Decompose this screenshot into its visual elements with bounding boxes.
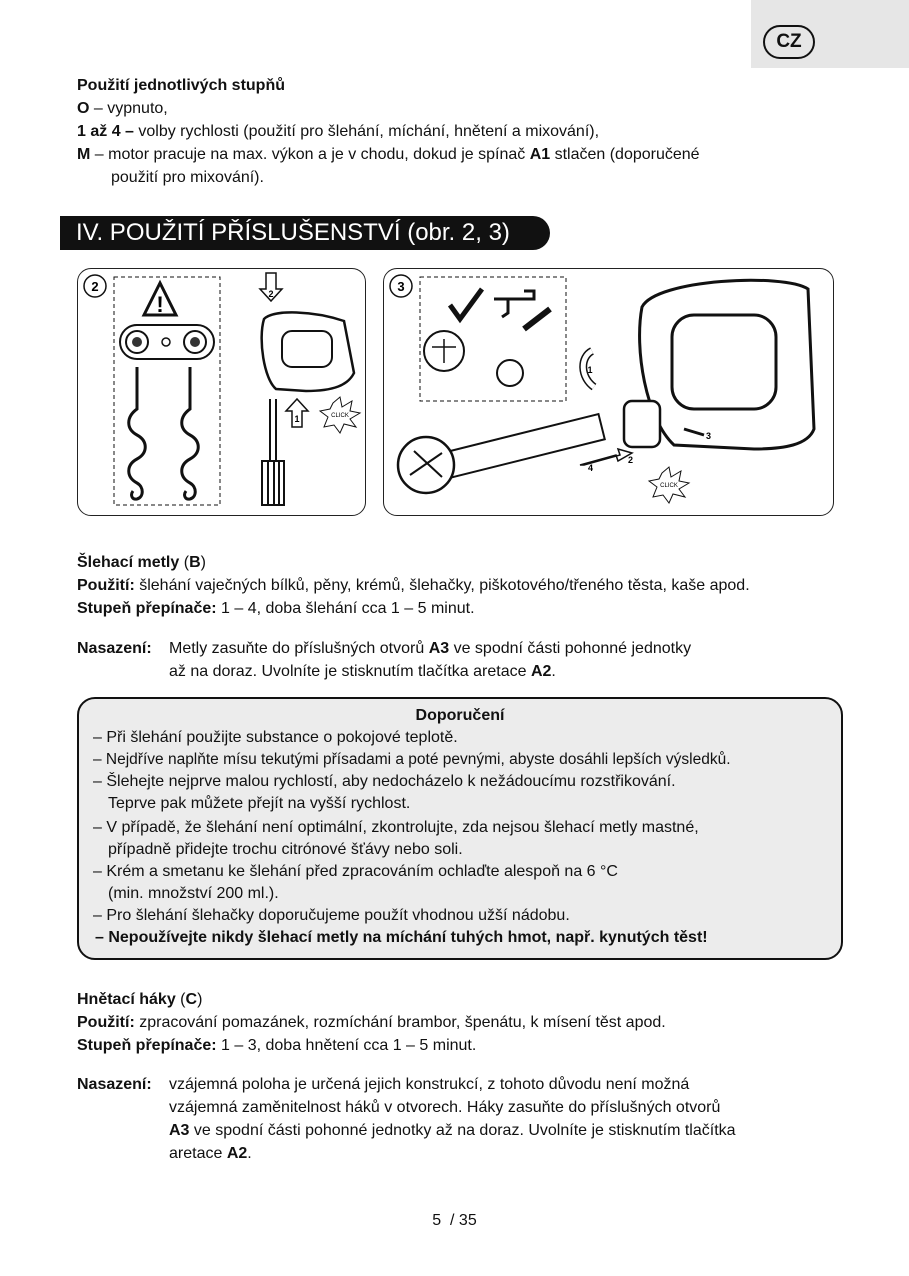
recommendation-item-cont: (min. množství 200 ml.). (108, 885, 279, 902)
hooks-fit-text-cont: vzájemná zaměnitelnost háků v otvorech. Háky zasuňte do příslušných otvorů (169, 1099, 721, 1116)
recommendation-item: – Krém a smetanu ke šlehání před zpracováním ochlaďte alespoň na 6 °C (93, 863, 618, 880)
speeds-heading: Použití jednotlivých stupňů (77, 77, 285, 94)
speed-m-cont: použití pro mixování). (111, 169, 264, 186)
hooks-heading: Hnětací háky (C) (77, 991, 203, 1008)
tap-icon (494, 291, 534, 317)
whisks-fit-text-cont: až na doraz. Uvolníte je stisknutím tlačítka aretace A2. (169, 663, 556, 680)
checkmark-icon (450, 289, 482, 319)
recommendation-item-cont: Teprve pak můžete přejít na vyšší rychlost. (108, 795, 411, 812)
blender-shaft-icon (443, 414, 605, 478)
recommendation-item-cont: případně přidejte trochu citrónové šťávy nebo soli. (108, 841, 463, 858)
mixer-icon (640, 280, 814, 449)
svg-text:1: 1 (587, 365, 593, 375)
recommendation-warning: – Nepoužívejte nikdy šlehací metly na míchání tuhých hmot, např. kynutých těst! (95, 929, 708, 946)
svg-text:4: 4 (588, 463, 594, 473)
svg-text:CLICK: CLICK (660, 483, 678, 489)
hooks-speed: Stupeň přepínače: 1 – 3, doba hnětení cca 1 – 5 minut. (77, 1037, 477, 1054)
whisks-heading: Šlehací metly (B) (77, 554, 206, 571)
hooks-use: Použití: zpracování pomazánek, rozmíchání brambor, špenátu, k mísení těst apod. (77, 1014, 666, 1031)
svg-text:1: 1 (294, 414, 300, 424)
svg-text:3: 3 (706, 431, 712, 441)
kneading-hook-icon (182, 367, 199, 499)
section-title: IV. POUŽITÍ PŘÍSLUŠENSTVÍ (obr. 2, 3) (60, 216, 550, 250)
whisk-icon (262, 461, 284, 505)
recommendation-item: – Při šlehání použijte substance o pokojové teplotě. (93, 729, 458, 746)
figure-2 (77, 268, 366, 516)
recommendations-box (77, 697, 843, 960)
recommendations-title: Doporučení (415, 707, 505, 724)
hooks-fit-text: vzájemná poloha je určená jejich konstrukcí, z tohoto důvodu není možná (169, 1076, 690, 1093)
hooks-fit-label: Nasazení: (77, 1076, 152, 1093)
figure-3 (383, 268, 834, 516)
speed-o: O – vypnuto, (77, 100, 168, 117)
recommendation-item: – V případě, že šlehání není optimální, zkontrolujte, zda nejsou šlehací metly mastné, (93, 819, 699, 836)
kneading-hook-icon (129, 367, 146, 499)
page-number: 5 / 35 (432, 1212, 477, 1229)
language-badge: CZ (763, 25, 815, 59)
whisks-fit-label: Nasazení: (77, 640, 152, 657)
figure-2-illustration (78, 269, 365, 515)
mixer-icon (262, 312, 354, 391)
figure-3-illustration (384, 269, 833, 515)
whisks-speed: Stupeň přepínače: 1 – 4, doba šlehání cca 1 – 5 minut. (77, 600, 475, 617)
whisks-fit-text: Metly zasuňte do příslušných otvorů A3 ve spodní části pohonné jednotky (169, 640, 692, 657)
recommendation-item: – Nejdříve naplňte mísu tekutými přísadami a poté pevnými, abyste dosáhli lepších výsledků. (93, 751, 731, 768)
fig3-number: 3 (397, 279, 405, 294)
svg-text:!: ! (156, 292, 164, 317)
svg-text:2: 2 (628, 455, 634, 465)
svg-text:CLICK: CLICK (331, 413, 349, 419)
speed-m: M – motor pracuje na max. výkon a je v chodu, dokud je spínač A1 stlačen (doporučené (77, 146, 700, 163)
hooks-fit-text-cont: A3 ve spodní části pohonné jednotky až na doraz. Uvolníte je stisknutím tlačítka (169, 1122, 736, 1139)
svg-text:2: 2 (268, 289, 274, 299)
speed-1-4: 1 až 4 – volby rychlosti (použití pro šlehání, míchání, hnětení a mixování), (77, 123, 600, 140)
recommendation-item: – Pro šlehání šlehačky doporučujeme použít vhodnou užší nádobu. (93, 907, 570, 924)
fig2-number: 2 (91, 279, 99, 294)
hooks-fit-text-cont: aretace A2. (169, 1145, 252, 1162)
whisks-use: Použití: šlehání vaječných bílků, pěny, krémů, šlehačky, piškotového/třeného těsta, kaše apod. (77, 577, 750, 594)
recommendation-item: – Šlehejte nejprve malou rychlostí, aby nedocházelo k nežádoucímu rozstřikování. (93, 773, 676, 790)
